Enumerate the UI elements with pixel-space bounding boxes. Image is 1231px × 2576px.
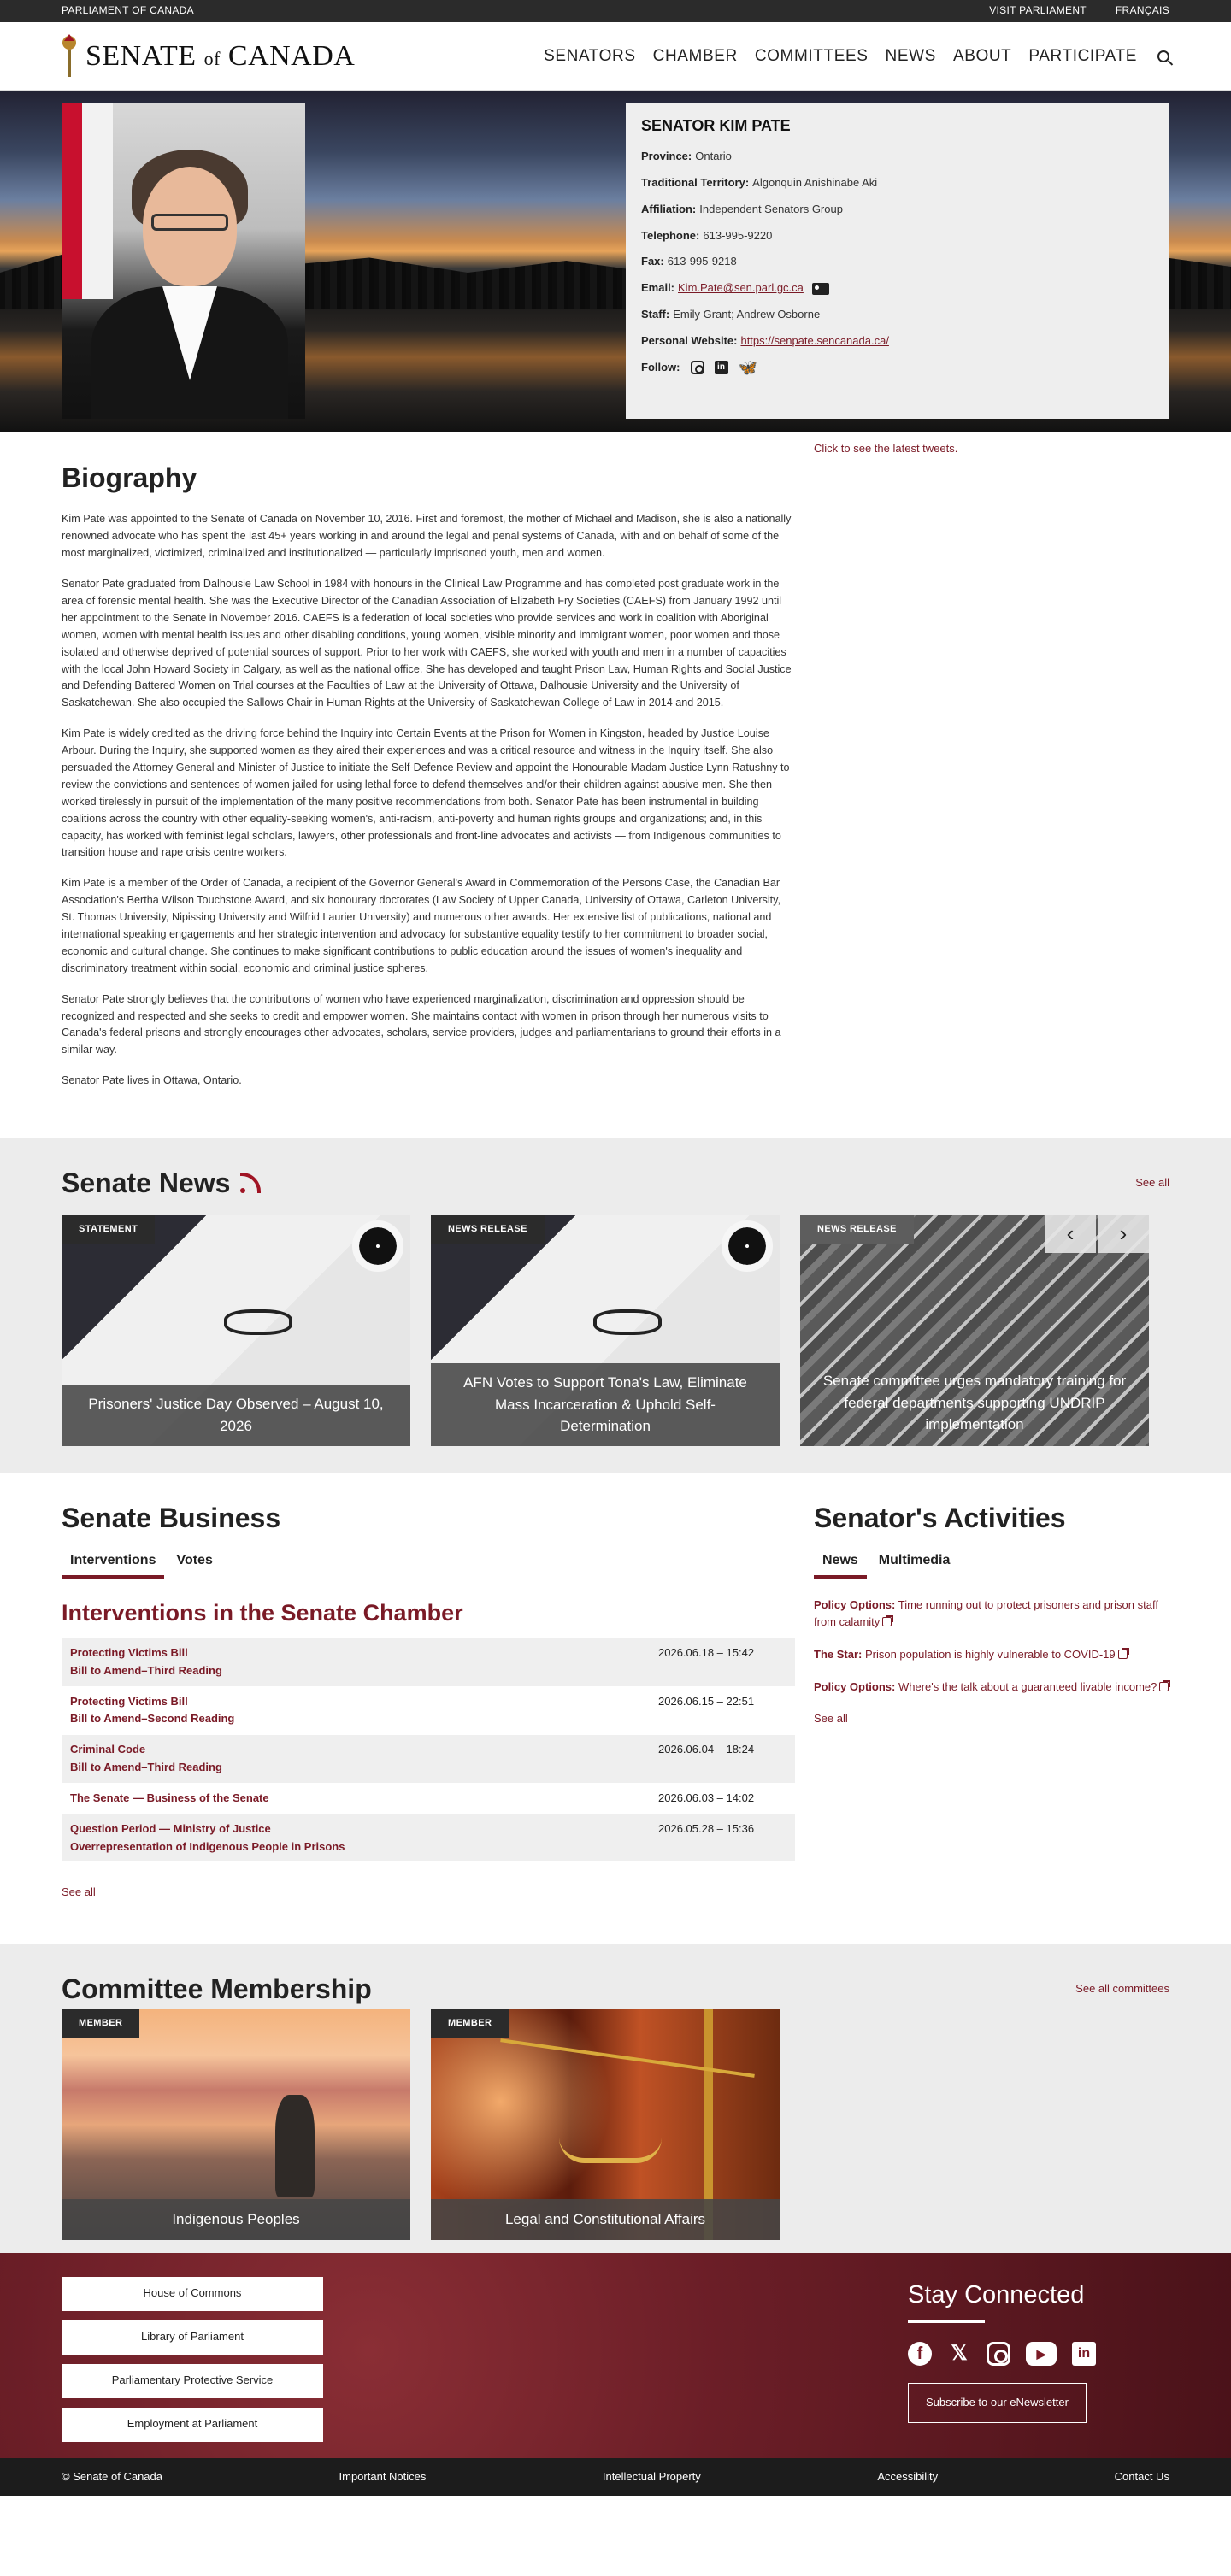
linkedin-icon[interactable]: in xyxy=(715,361,728,374)
intervention-date: 2026.06.03 – 14:02 xyxy=(658,1791,755,1804)
footer-link-house[interactable]: House of Commons xyxy=(62,2277,323,2311)
intervention-sub-link[interactable]: Bill to Amend–Third Reading xyxy=(70,1663,222,1677)
intervention-sub-link[interactable]: Bill to Amend–Third Reading xyxy=(70,1761,222,1774)
bio-paragraph: Kim Pate is widely credited as the driving force behind the Inquiry into Certain Events at the Prison for Women in Kingston, headed by Justice Louise Arbour. During the Inquiry, she supported women as they aired their experiences and was a critical resource and witness in the Inquiry itself. She also persuaded the Attorney General and Minister of Justice to initiate the Self-Defence Review and appoint the Honourable Madam Justice Lynn Ratushny to review the convictions and sentences of women jailed for using lethal force to defend themselves and/or their children against abusive men. She then worked tirelessly in pursuit of the implementation of the many positive recommendations from both. Senator Pate has been instrumental in building coalitions across the country with other equality-seeking women's, anti-racism, anti-poverty and human rights groups and organizations; and, in this capacity, has worked with feminist legal scholars, lawyers, other professionals and front-line advocates and activists — from Indigenous communities to transition house and rape crisis centre workers. xyxy=(62,727,790,859)
news-card-caption: AFN Votes to Support Tona's Law, Eliminate Mass Incarceration & Uphold Self-Determination xyxy=(431,1363,780,1446)
senator-info-card xyxy=(626,103,1169,419)
copyright: © Senate of Canada xyxy=(62,2469,162,2483)
senate-news-section xyxy=(0,1138,1231,1473)
tab-multimedia[interactable]: Multimedia xyxy=(878,1552,951,1567)
telephone-row: Telephone: 613-995-9220 xyxy=(641,228,773,242)
activities-title: Senator's Activities xyxy=(814,1503,1066,1534)
logo-word-senate: SENATE xyxy=(85,40,197,73)
visit-parliament-link[interactable]: VISIT PARLIAMENT xyxy=(989,4,1087,17)
table-row xyxy=(62,1687,795,1736)
nav-senators[interactable]: SENATORS xyxy=(544,47,636,66)
youtube-icon[interactable]: ▶ xyxy=(1026,2342,1057,2366)
footer-links xyxy=(62,2277,323,2458)
bluesky-icon[interactable]: 🦋 xyxy=(738,359,757,377)
business-see-all-link[interactable]: See all xyxy=(62,1885,96,1899)
member-badge: MEMBER xyxy=(62,2009,139,2038)
email-row: Email: Kim.Pate@sen.parl.gc.ca xyxy=(641,280,1154,297)
nav-news[interactable]: NEWS xyxy=(885,47,936,66)
news-card[interactable] xyxy=(800,1215,1149,1446)
biography-title: Biography xyxy=(62,462,197,493)
intervention-sub-link[interactable]: Overrepresentation of Indigenous People in Prisons xyxy=(70,1839,345,1853)
staff-row: Staff: Emily Grant; Andrew Osborne xyxy=(641,308,821,321)
committee-card[interactable] xyxy=(62,2009,410,2240)
table-row xyxy=(62,1814,795,1863)
activity-item: Policy Options: Where's the talk about a guaranteed livable income? xyxy=(814,1679,1169,1696)
committees-see-all-link[interactable]: See all committees xyxy=(1075,1982,1169,1996)
follow-row: Follow: in 🦋 xyxy=(641,359,757,377)
senate-business-section xyxy=(0,1473,1231,1944)
interventions-title: Interventions in the Senate Chamber xyxy=(62,1599,463,1626)
stay-connected xyxy=(908,2277,1169,2458)
bio-paragraph: Kim Pate was appointed to the Senate of Canada on November 10, 2016. First and foremost, the mother of Michael and Madison, she is also a nationally renowned advocate who has spent the last 45+ years working in and around the legal and penal systems of Canada, with and on behalf of some of the most marginalized, victimized, criminalized and institutionalized — particularly imprisoned youth, men and women. xyxy=(62,513,792,560)
activity-item: Policy Options: Time running out to protect prisoners and prison staff from calamity xyxy=(814,1597,1158,1628)
main-nav xyxy=(544,44,1169,68)
intervention-link[interactable]: Question Period — Ministry of Justice xyxy=(70,1821,271,1835)
linkedin-icon[interactable]: in xyxy=(1072,2342,1096,2366)
intervention-sub-link[interactable]: Bill to Amend–Second Reading xyxy=(70,1712,235,1726)
logo-word-canada: CANADA xyxy=(227,40,356,73)
site-header xyxy=(0,22,1231,91)
stay-connected-title: Stay Connected xyxy=(908,2281,1085,2309)
committee-caption: Indigenous Peoples xyxy=(62,2199,410,2240)
social-links xyxy=(908,2342,1169,2366)
tab-news[interactable]: News xyxy=(814,1549,867,1579)
bio-paragraph: Senator Pate lives in Ottawa, Ontario. xyxy=(62,1074,242,1087)
intervention-date: 2026.05.28 – 15:36 xyxy=(658,1821,755,1835)
latest-tweets-link[interactable]: Click to see the latest tweets. xyxy=(814,442,958,455)
search-icon[interactable] xyxy=(1157,50,1169,62)
business-tabs xyxy=(62,1549,795,1579)
biography-section xyxy=(0,432,1231,1138)
bio-paragraph: Senator Pate strongly believes that the contributions of women who have experienced marginalization, discrimination and oppression should be recognized and respected and she seeks to credit and empower women. She maintains contact with women in prison through her numerous visits to Canada's federal prisons and strongly encourages other advocates, scholars, service providers, judges and parliamentarians to ground their efforts in a similar way. xyxy=(62,992,781,1056)
nav-about[interactable]: ABOUT xyxy=(952,47,1012,66)
intervention-date: 2026.06.15 – 22:51 xyxy=(658,1694,755,1708)
canada-flag xyxy=(62,103,113,299)
nav-participate[interactable]: PARTICIPATE xyxy=(1028,47,1137,66)
website-row: Personal Website: https://senpate.sencanada.ca/ xyxy=(641,333,1154,350)
intervention-date: 2026.06.18 – 15:42 xyxy=(658,1645,755,1659)
senator-hero xyxy=(0,91,1231,432)
nav-chamber[interactable]: CHAMBER xyxy=(652,47,738,66)
footer-notices-link[interactable]: Important Notices xyxy=(339,2469,427,2483)
website-link[interactable]: https://senpate.sencanada.ca/ xyxy=(740,334,889,347)
activities-see-all-link[interactable]: See all xyxy=(814,1712,848,1726)
news-type-badge: STATEMENT xyxy=(62,1215,155,1244)
subscribe-button[interactable]: Subscribe to our eNewsletter xyxy=(908,2383,1087,2423)
logo-word-of: of xyxy=(203,48,221,70)
footer-link-employment[interactable]: Employment at Parliament xyxy=(62,2408,323,2442)
intervention-link[interactable]: Protecting Victims Bill xyxy=(70,1694,188,1708)
footer-link-library[interactable]: Library of Parliament xyxy=(62,2320,323,2355)
external-link-icon xyxy=(1159,1682,1169,1691)
language-toggle[interactable]: FRANÇAIS xyxy=(1115,4,1169,17)
news-card-caption: Senate committee urges mandatory training for federal departments supporting UNDRIP implementation xyxy=(822,1373,1127,1433)
intervention-date: 2026.06.04 – 18:24 xyxy=(658,1743,755,1756)
senate-business-title: Senate Business xyxy=(62,1503,281,1534)
parliament-link[interactable]: PARLIAMENT OF CANADA xyxy=(62,4,194,17)
footer-contact-link[interactable]: Contact Us xyxy=(1114,2469,1169,2483)
territory-row: Traditional Territory: Algonquin Anishinabe Aki xyxy=(641,175,878,189)
committee-card[interactable] xyxy=(431,2009,780,2240)
rss-icon[interactable] xyxy=(240,1173,261,1193)
facebook-icon[interactable]: f xyxy=(908,2342,932,2366)
senate-logo[interactable] xyxy=(62,34,355,79)
news-card-caption: Prisoners' Justice Day Observed – August 10, 2026 xyxy=(62,1385,410,1446)
committee-caption: Legal and Constitutional Affairs xyxy=(431,2199,780,2240)
fax-row: Fax: 613-995-9218 xyxy=(641,255,737,268)
mace-icon xyxy=(62,34,77,79)
contact-card-icon[interactable] xyxy=(812,283,829,295)
carousel-prev-icon[interactable]: ‹ xyxy=(1045,1215,1096,1253)
instagram-icon[interactable] xyxy=(987,2342,1010,2366)
news-card[interactable] xyxy=(62,1215,410,1446)
bio-paragraph: Kim Pate is a member of the Order of Canada, a recipient of the Governor General's Award in Commemoration of the Persons Case, the Canadian Bar Association's Bertha Wilson Touchstone Award, and six honourary doctorates (Law Society of Upper Canada, University of Ottawa, Carleton University, St. Thomas University, Nipissing University and Wilfrid Laurier University) and numerous other awards. Her extensive list of publications, national and international speaking engagements and her strategic intervention and advocacy for substantive equality testify to her commitment to broader social, economic and cultural change. She continues to make significant contributions to public education around the issues of women's inequality and discriminatory treatment within social, economic and criminal justice spheres. xyxy=(62,877,780,974)
bio-paragraph: Senator Pate graduated from Dalhousie Law School in 1984 with honours in the Clinical Law Programme and has completed post graduate work in the area of forensic mental health. She was the Executive Director of the Canadian Association of Elizabeth Fry Societies (CAEFS) from January 1992 until her appointment to the Senate in November 2016. CAEFS is a federation of local societies who provide services and work in coalition with Aboriginal women, women with mental health issues and other disabling conditions, young women, visible minority and immigrant women, poor women and those isolated and otherwise deprived of potential sources of support. Prior to her work with CAEFS, she worked with youth and men in a number of capacities with the local John Howard Society in Calgary, as well as the national office. She has developed and taught Prison Law, Human Rights and Social Justice and Defending Battered Women on Trial courses at the Faculties of Law at the University of Ottawa, Dalhousie University and the University of Saskatchewan. She also occupied the Sallows Chair in Human Rights at the University of Saskatchewan College of Law in 2014 and 2015. xyxy=(62,578,792,709)
affiliation-row: Affiliation: Independent Senators Group xyxy=(641,202,843,215)
tab-votes[interactable]: Votes xyxy=(176,1552,213,1567)
table-row xyxy=(62,1735,795,1784)
news-card[interactable] xyxy=(431,1215,780,1446)
table-row xyxy=(62,1638,795,1687)
footer-bottom-bar xyxy=(0,2458,1231,2496)
committee-membership-section xyxy=(0,1944,1231,2253)
footer-accessibility-link[interactable]: Accessibility xyxy=(877,2469,939,2483)
news-see-all-link[interactable]: See all xyxy=(1135,1175,1169,1189)
intervention-link[interactable]: Protecting Victims Bill xyxy=(70,1645,188,1659)
site-footer xyxy=(0,2253,1231,2496)
interventions-table xyxy=(62,1638,795,1863)
activities-tabs xyxy=(814,1549,1169,1579)
committee-title: Committee Membership xyxy=(62,1973,372,2005)
intervention-link[interactable]: Criminal Code xyxy=(70,1743,146,1756)
external-link-icon xyxy=(882,1617,892,1626)
news-type-badge: NEWS RELEASE xyxy=(431,1215,545,1244)
member-badge: MEMBER xyxy=(431,2009,509,2038)
intervention-link[interactable]: The Senate — Business of the Senate xyxy=(70,1791,269,1804)
tab-interventions[interactable]: Interventions xyxy=(62,1549,164,1579)
utility-bar xyxy=(0,0,1231,22)
senate-news-title: Senate News xyxy=(62,1167,231,1199)
province-row: Province: Ontario xyxy=(641,150,732,163)
news-type-badge: NEWS RELEASE xyxy=(800,1215,914,1244)
senator-portrait xyxy=(62,103,305,419)
x-icon[interactable]: 𝕏 xyxy=(951,2342,968,2366)
email-link[interactable]: Kim.Pate@sen.parl.gc.ca xyxy=(678,281,804,295)
external-link-icon xyxy=(1118,1650,1128,1659)
instagram-icon[interactable] xyxy=(691,361,704,374)
activity-item: The Star: Prison population is highly vulnerable to COVID-19 xyxy=(814,1646,1169,1663)
nav-committees[interactable]: COMMITTEES xyxy=(754,47,869,66)
table-row xyxy=(62,1784,795,1814)
footer-link-protective[interactable]: Parliamentary Protective Service xyxy=(62,2364,323,2398)
footer-ip-link[interactable]: Intellectual Property xyxy=(602,2469,701,2483)
carousel-next-icon[interactable]: › xyxy=(1098,1215,1149,1253)
senator-name: SENATOR KIM PATE xyxy=(641,117,791,134)
